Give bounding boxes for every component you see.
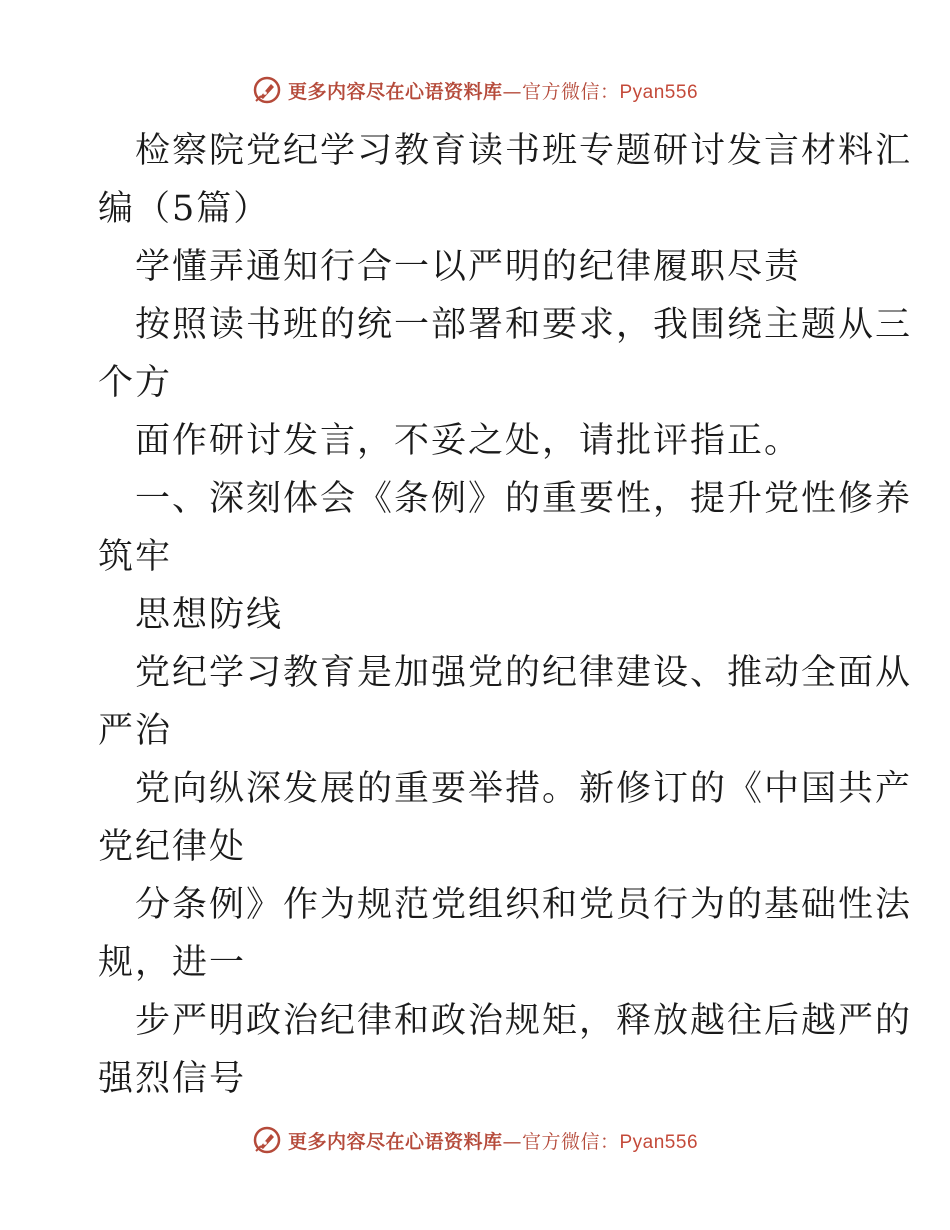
header-watermark-banner bbox=[0, 70, 950, 110]
text-line: 思想防线 bbox=[135, 595, 284, 635]
text-line: 分条例》作为规范党组织和党员行为的基础性法 bbox=[135, 885, 913, 925]
footer-watermark-banner bbox=[0, 1120, 950, 1160]
text-line: 检察院党纪学习教育读书班专题研讨发言材料汇 bbox=[135, 131, 913, 171]
text-line: 严治 bbox=[98, 711, 173, 751]
watermark-wechat-label: 官方微信： bbox=[521, 80, 620, 103]
watermark-site-text: 更多内容尽在心语资料库 bbox=[287, 1130, 503, 1153]
text-line: 面作研讨发言，不妥之处，请批评指正。 bbox=[135, 421, 802, 461]
pen-nib-icon bbox=[252, 1125, 282, 1155]
watermark-wechat-id: Pyan556 bbox=[619, 1131, 699, 1153]
text-line: 党纪学习教育是加强党的纪律建设、推动全面从 bbox=[135, 653, 913, 693]
text-line: 步严明政治纪律和政治规矩，释放越往后越严的 bbox=[135, 1001, 913, 1041]
text-line: 筑牢 bbox=[98, 537, 173, 577]
document-body bbox=[98, 122, 913, 1108]
text-line: 党纪律处 bbox=[98, 827, 247, 867]
watermark-dash: — bbox=[502, 80, 522, 103]
watermark-text bbox=[288, 77, 698, 104]
watermark-dash: — bbox=[502, 1130, 522, 1153]
text-line: 编（5篇） bbox=[98, 189, 271, 229]
text-line: 按照读书班的统一部署和要求，我围绕主题从三 bbox=[135, 305, 913, 345]
text-line: 学懂弄通知行合一以严明的纪律履职尽责 bbox=[135, 247, 802, 287]
text-line: 党向纵深发展的重要举措。新修订的《中国共产 bbox=[135, 769, 913, 809]
watermark-text bbox=[288, 1127, 698, 1154]
watermark-site-text: 更多内容尽在心语资料库 bbox=[287, 80, 503, 103]
watermark-wechat-label: 官方微信： bbox=[521, 1130, 620, 1153]
text-line: 强烈信号 bbox=[98, 1059, 247, 1099]
pen-nib-icon bbox=[252, 75, 282, 105]
watermark-wechat-id: Pyan556 bbox=[619, 81, 699, 103]
text-line: 一、深刻体会《条例》的重要性，提升党性修养 bbox=[135, 479, 913, 519]
text-line: 规，进一 bbox=[98, 943, 247, 983]
text-line: 个方 bbox=[98, 363, 173, 403]
